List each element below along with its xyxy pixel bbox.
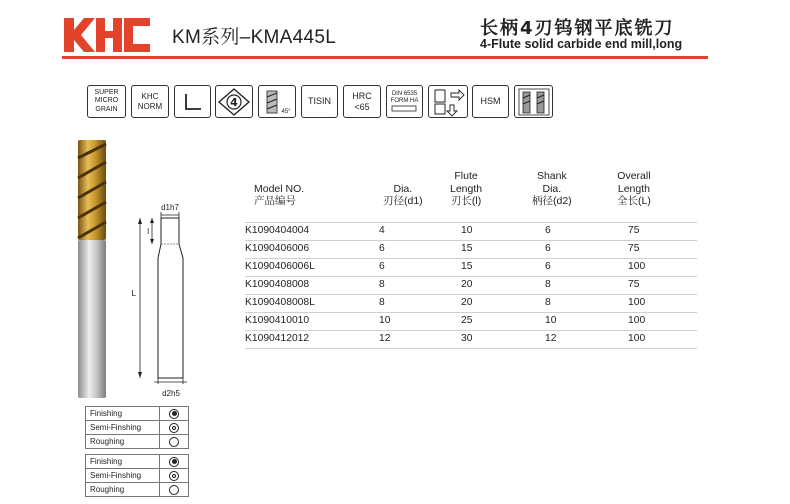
finish-row: Semi-Finshing xyxy=(86,421,189,435)
title-chinese: 长柄4刃钨钢平底铣刀 xyxy=(480,18,675,39)
tisin-coating-icon: TISIN xyxy=(301,85,338,118)
micro-grain-icon: SUPER MICRO GRAIN xyxy=(87,85,126,118)
table-row: K1090406006 6 15 6 75 xyxy=(245,240,697,258)
title-english: 4-Flute solid carbide end mill,long xyxy=(480,37,683,51)
finishing-symbol-icon xyxy=(169,409,179,419)
finishing-symbol-icon xyxy=(169,457,179,467)
finishing-table xyxy=(85,406,189,449)
square-end-icon xyxy=(174,85,211,118)
col-overall-length: Overall Length 全长(L) xyxy=(617,170,651,207)
table-row: K1090408008 8 20 8 75 xyxy=(245,276,697,294)
khc-logo xyxy=(62,16,152,54)
svg-text:KHC xyxy=(107,45,108,46)
table-row: K1090412012 12 30 12 100 xyxy=(245,330,697,349)
khc-norm-icon: KHC NORM xyxy=(131,85,169,118)
hsm-icon: HSM xyxy=(472,85,509,118)
roughing-symbol-icon xyxy=(169,485,179,495)
svg-text:l: l xyxy=(147,227,149,236)
semi-finishing-symbol-icon xyxy=(169,423,179,433)
svg-text:d2h5: d2h5 xyxy=(162,389,180,398)
svg-text:d1h7: d1h7 xyxy=(161,203,179,212)
col-shank-dia: Shank Dia. 柄径(d2) xyxy=(532,170,572,207)
table-row: K1090406006L 6 15 6 100 xyxy=(245,258,697,276)
col-flute-length: Flute Length 刃长(l) xyxy=(450,170,483,207)
four-flute-icon xyxy=(215,85,253,118)
col-dia: Dia. 刃径(d1) xyxy=(383,182,423,207)
tool-type-icon xyxy=(514,85,553,118)
series-label: KM系列–KMA445L xyxy=(172,27,337,48)
finish-row: Finishing xyxy=(86,407,189,421)
helix-45-icon xyxy=(258,85,296,118)
header-rule xyxy=(62,56,708,59)
semi-finishing-symbol-icon xyxy=(169,471,179,481)
svg-text:4: 4 xyxy=(230,95,238,109)
svg-text:45°: 45° xyxy=(281,108,291,115)
roughing-symbol-icon xyxy=(169,437,179,447)
finish-row: Finishing xyxy=(86,455,189,469)
finishing-table xyxy=(85,454,189,497)
table-row: K1090410010 10 25 10 100 xyxy=(245,312,697,330)
table-header xyxy=(245,170,697,222)
spec-table xyxy=(245,170,697,349)
hrc-icon: HRC <65 xyxy=(343,85,381,118)
table-row: K1090408008L 8 20 8 100 xyxy=(245,294,697,312)
finish-row: Roughing xyxy=(86,435,189,449)
finish-row: Roughing xyxy=(86,483,189,497)
end-mill-drawing xyxy=(128,198,196,400)
col-model: Model NO. 产品编号 xyxy=(254,182,305,207)
milling-direction-icon xyxy=(428,85,468,118)
din-shank-icon: DIN 6535 FORM HA xyxy=(386,85,423,118)
table-row: K1090404004 4 10 6 75 xyxy=(245,222,697,240)
finish-row: Semi-Finshing xyxy=(86,469,189,483)
end-mill-photo xyxy=(74,138,110,400)
svg-text:L: L xyxy=(131,289,136,298)
